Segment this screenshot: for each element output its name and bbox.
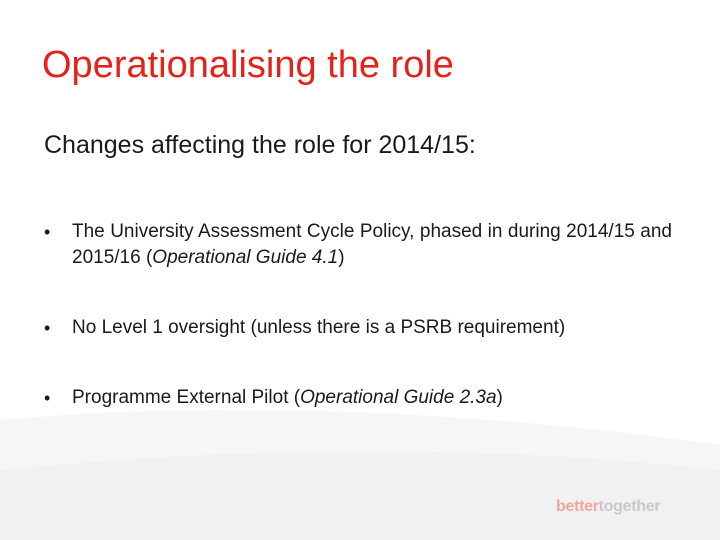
slide-subtitle: Changes affecting the role for 2014/15: <box>44 131 476 159</box>
bullet-dot: • <box>44 388 51 408</box>
bullet-item <box>44 219 672 271</box>
bullet-text: The University Assessment Cycle Policy, phased in during 2014/15 and 2015/16 ( <box>72 221 672 268</box>
bullet-reference: Operational Guide 2.3a <box>300 387 497 408</box>
better-together-logo <box>556 498 660 516</box>
bullet-text: Programme External Pilot ( <box>72 387 301 408</box>
bullet-text: No Level 1 oversight (unless there is a PSRB requirement) <box>72 317 566 338</box>
bullet-text-end: ) <box>496 387 503 408</box>
logo-better-text: better <box>556 498 599 515</box>
bullet-dot: • <box>44 318 51 338</box>
logo-together-text: together <box>598 498 661 515</box>
bullet-reference: Operational Guide 4.1 <box>152 247 339 268</box>
slide-title: Operationalising the role <box>42 44 454 86</box>
bullet-list <box>44 219 672 455</box>
bullet-item <box>44 385 672 411</box>
bullet-dot: • <box>44 222 51 242</box>
bullet-item <box>44 315 672 341</box>
bullet-text-end: ) <box>338 247 345 268</box>
